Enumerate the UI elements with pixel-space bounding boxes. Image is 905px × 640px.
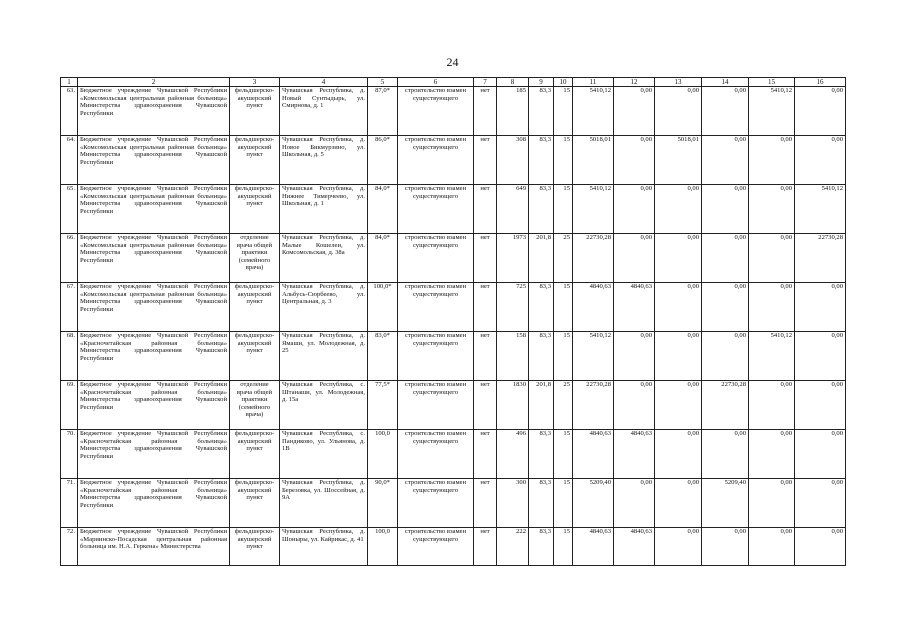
column-number-cell: 9 <box>529 78 554 87</box>
total-cost: 4840,63 <box>573 430 614 479</box>
page-number: 24 <box>446 55 459 69</box>
staff-value: 25 <box>554 234 573 283</box>
population-served: 1830 <box>497 381 529 430</box>
staff-value: 15 <box>554 332 573 381</box>
row-number: 64. <box>61 136 78 185</box>
staff-value: 15 <box>554 87 573 136</box>
cost-year-5: 0,00 <box>795 332 846 381</box>
column-number-cell: 4 <box>280 78 368 87</box>
column-number-cell: 16 <box>795 78 846 87</box>
staff-value: 15 <box>554 185 573 234</box>
cost-year-4: 0,00 <box>749 283 795 332</box>
facility-type: фельдшерско-акушерский пункт <box>230 185 280 234</box>
column-number-cell: 12 <box>614 78 655 87</box>
facility-type: отделение врача общей практики (семейного врача) <box>230 234 280 283</box>
staff-value: 15 <box>554 430 573 479</box>
organization-name: Бюджетное учреждение Чувашской Республики «Красночетайская районная больница» Министерства здравоохранения Чувашской Республики <box>78 479 230 528</box>
facility-address: Чувашская Республика, д. Ямаши, ул. Молодежная, д. 25 <box>280 332 368 381</box>
facility-address: Чувашская Республика, д. Новое Бикмурзино, ул. Школьная, д. 5 <box>280 136 368 185</box>
cost-year-2: 0,00 <box>655 283 702 332</box>
organization-name: Бюджетное учреждение Чувашской Республики «Комсомольская центральная районная больница» Министерства здравоохранения Чувашской Республики <box>78 136 230 185</box>
column-number-cell: 13 <box>655 78 702 87</box>
area-value: 201,8 <box>529 234 554 283</box>
table-row <box>61 234 846 283</box>
population-served: 649 <box>497 185 529 234</box>
column-number-cell: 6 <box>398 78 474 87</box>
cost-year-5: 0,00 <box>795 430 846 479</box>
cost-year-2: 5018,01 <box>655 136 702 185</box>
cost-year-1: 4840,63 <box>614 528 655 566</box>
flag-value: нет <box>474 234 497 283</box>
table-row <box>61 528 846 566</box>
cost-year-1: 0,00 <box>614 136 655 185</box>
total-cost: 5209,40 <box>573 479 614 528</box>
organization-name: Бюджетное учреждение Чувашской Республики «Красночетайская районная больница» Министерства здравоохранения Чувашской Республики <box>78 381 230 430</box>
column-number-cell: 1 <box>61 78 78 87</box>
cost-year-1: 0,00 <box>614 381 655 430</box>
area-value: 83,3 <box>529 332 554 381</box>
cost-year-2: 0,00 <box>655 234 702 283</box>
facility-type: фельдшерско-акушерский пункт <box>230 430 280 479</box>
cost-year-1: 4840,63 <box>614 283 655 332</box>
total-cost: 5018,01 <box>573 136 614 185</box>
total-cost: 22730,28 <box>573 381 614 430</box>
population-served: 185 <box>497 87 529 136</box>
cost-year-3: 0,00 <box>702 234 749 283</box>
cost-year-2: 0,00 <box>655 185 702 234</box>
cost-year-4: 0,00 <box>749 136 795 185</box>
area-value: 83,3 <box>529 430 554 479</box>
cost-year-1: 0,00 <box>614 332 655 381</box>
cost-year-4: 0,00 <box>749 381 795 430</box>
planned-action: строительство взамен существующего <box>398 430 474 479</box>
cost-year-3: 0,00 <box>702 136 749 185</box>
flag-value: нет <box>474 332 497 381</box>
flag-value: нет <box>474 136 497 185</box>
cost-year-4: 0,00 <box>749 430 795 479</box>
facility-address: Чувашская Республика, д. Малые Кошелеи, ул. Комсомольская, д. 38а <box>280 234 368 283</box>
population-served: 725 <box>497 283 529 332</box>
facility-address: Чувашская Республика, с. Пандиково, ул. Ульянова, д. 1В <box>280 430 368 479</box>
facility-address: Чувашская Республика, д. Альбусь-Сюрбеево, ул. Центральная, д. 3 <box>280 283 368 332</box>
population-served: 300 <box>497 479 529 528</box>
area-value: 83,3 <box>529 479 554 528</box>
column-number-cell: 15 <box>749 78 795 87</box>
staff-value: 15 <box>554 479 573 528</box>
staff-value: 15 <box>554 283 573 332</box>
cost-year-3: 0,00 <box>702 283 749 332</box>
facility-address: Чувашская Республика, с. Штанаши, ул. Молодежная, д. 15а <box>280 381 368 430</box>
flag-value: нет <box>474 87 497 136</box>
cost-year-3: 0,00 <box>702 528 749 566</box>
total-cost: 4840,63 <box>573 528 614 566</box>
planned-action: строительство взамен существующего <box>398 479 474 528</box>
area-value: 83,3 <box>529 136 554 185</box>
row-number: 69. <box>61 381 78 430</box>
cost-year-5: 0,00 <box>795 479 846 528</box>
organization-name: Бюджетное учреждение Чувашской Республики «Комсомольская центральная районная больница» Министерства здравоохранения Чувашской Республики <box>78 283 230 332</box>
table-body <box>61 78 846 566</box>
cost-year-3: 5209,40 <box>702 479 749 528</box>
staff-value: 15 <box>554 136 573 185</box>
row-number: 63. <box>61 87 78 136</box>
row-number: 70. <box>61 430 78 479</box>
facility-type: отделение врача общей практики (семейного врача) <box>230 381 280 430</box>
population-served: 158 <box>497 332 529 381</box>
planned-action: строительство взамен существующего <box>398 234 474 283</box>
cost-year-5: 5410,12 <box>795 185 846 234</box>
population-served: 1973 <box>497 234 529 283</box>
cost-year-4: 5410,12 <box>749 332 795 381</box>
cost-year-5: 0,00 <box>795 283 846 332</box>
cost-year-4: 0,00 <box>749 479 795 528</box>
cost-year-3: 22730,28 <box>702 381 749 430</box>
total-cost: 5410,12 <box>573 185 614 234</box>
row-number: 65. <box>61 185 78 234</box>
table-row <box>61 430 846 479</box>
cost-year-4: 0,00 <box>749 528 795 566</box>
cost-year-1: 0,00 <box>614 185 655 234</box>
cost-year-5: 0,00 <box>795 87 846 136</box>
cost-year-2: 0,00 <box>655 430 702 479</box>
row-number: 66. <box>61 234 78 283</box>
organization-name: Бюджетное учреждение Чувашской Республики «Комсомольская центральная районная больница» Министерства здравоохранения Чувашской Республики <box>78 87 230 136</box>
wear-percent: 84,0* <box>368 234 398 283</box>
facility-type: фельдшерско-акушерский пункт <box>230 528 280 566</box>
cost-year-5: 0,00 <box>795 136 846 185</box>
facility-address: Чувашская Республика, д. Березовка, ул. Шоссейная, д. 9А <box>280 479 368 528</box>
column-number-cell: 11 <box>573 78 614 87</box>
cost-year-5: 0,00 <box>795 528 846 566</box>
row-number: 67. <box>61 283 78 332</box>
column-number-cell: 5 <box>368 78 398 87</box>
wear-percent: 87,0* <box>368 87 398 136</box>
facility-type: фельдшерско-акушерский пункт <box>230 136 280 185</box>
staff-value: 15 <box>554 528 573 566</box>
cost-year-2: 0,00 <box>655 87 702 136</box>
table-row <box>61 185 846 234</box>
wear-percent: 86,0* <box>368 136 398 185</box>
cost-year-3: 0,00 <box>702 430 749 479</box>
row-number: 71. <box>61 479 78 528</box>
column-number-cell: 10 <box>554 78 573 87</box>
cost-year-1: 0,00 <box>614 479 655 528</box>
table-row <box>61 87 846 136</box>
area-value: 83,3 <box>529 283 554 332</box>
wear-percent: 77,5* <box>368 381 398 430</box>
wear-percent: 100,0* <box>368 283 398 332</box>
cost-year-2: 0,00 <box>655 528 702 566</box>
facility-address: Чувашская Республика, д. Шоныры, ул. Кайрикас, д. 41 <box>280 528 368 566</box>
wear-percent: 90,0* <box>368 479 398 528</box>
area-value: 83,3 <box>529 87 554 136</box>
planned-action: строительство взамен существующего <box>398 185 474 234</box>
column-number-cell: 3 <box>230 78 280 87</box>
cost-year-4: 0,00 <box>749 234 795 283</box>
column-number-cell: 8 <box>497 78 529 87</box>
organization-name: Бюджетное учреждение Чувашской Республики «Комсомольская центральная районная больница» Министерства здравоохранения Чувашской Республики <box>78 234 230 283</box>
flag-value: нет <box>474 479 497 528</box>
column-number-cell: 2 <box>78 78 230 87</box>
planned-action: строительство взамен существующего <box>398 87 474 136</box>
row-number: 72. <box>61 528 78 566</box>
flag-value: нет <box>474 381 497 430</box>
flag-value: нет <box>474 185 497 234</box>
cost-year-1: 4840,63 <box>614 430 655 479</box>
population-served: 222 <box>497 528 529 566</box>
wear-percent: 100,0 <box>368 430 398 479</box>
cost-year-4: 0,00 <box>749 185 795 234</box>
cost-year-1: 0,00 <box>614 87 655 136</box>
column-number-row <box>61 78 846 87</box>
facility-type: фельдшерско-акушерский пункт <box>230 332 280 381</box>
facility-table <box>60 77 846 566</box>
wear-percent: 84,0* <box>368 185 398 234</box>
facility-address: Чувашская Республика, д. Новый Сунтыдырь, ул. Смирнова, д. 1 <box>280 87 368 136</box>
planned-action: строительство взамен существующего <box>398 136 474 185</box>
column-number-cell: 7 <box>474 78 497 87</box>
cost-year-4: 5410,12 <box>749 87 795 136</box>
cost-year-3: 0,00 <box>702 332 749 381</box>
population-served: 308 <box>497 136 529 185</box>
table-row <box>61 381 846 430</box>
cost-year-3: 0,00 <box>702 87 749 136</box>
flag-value: нет <box>474 283 497 332</box>
planned-action: строительство взамен существующего <box>398 332 474 381</box>
cost-year-1: 0,00 <box>614 234 655 283</box>
planned-action: строительство взамен существующего <box>398 528 474 566</box>
flag-value: нет <box>474 528 497 566</box>
organization-name: Бюджетное учреждение Чувашской Республики «Комсомольская центральная районная больница» Министерства здравоохранения Чувашской Республики <box>78 185 230 234</box>
total-cost: 4840,63 <box>573 283 614 332</box>
table-row <box>61 479 846 528</box>
facility-type: фельдшерско-акушерский пункт <box>230 87 280 136</box>
total-cost: 22730,28 <box>573 234 614 283</box>
area-value: 83,3 <box>529 185 554 234</box>
planned-action: строительство взамен существующего <box>398 283 474 332</box>
planned-action: строительство взамен существующего <box>398 381 474 430</box>
total-cost: 5410,12 <box>573 332 614 381</box>
organization-name: Бюджетное учреждение Чувашской Республики «Красночетайская районная больница» Министерства здравоохранения Чувашской Республики <box>78 332 230 381</box>
row-number: 68. <box>61 332 78 381</box>
total-cost: 5410,12 <box>573 87 614 136</box>
flag-value: нет <box>474 430 497 479</box>
cost-year-3: 0,00 <box>702 185 749 234</box>
population-served: 496 <box>497 430 529 479</box>
wear-percent: 83,0* <box>368 332 398 381</box>
wear-percent: 100,0 <box>368 528 398 566</box>
facility-type: фельдшерско-акушерский пункт <box>230 479 280 528</box>
cost-year-2: 0,00 <box>655 479 702 528</box>
table-row <box>61 136 846 185</box>
facility-type: фельдшерско-акушерский пункт <box>230 283 280 332</box>
area-value: 201,8 <box>529 381 554 430</box>
facility-address: Чувашская Республика, д. Нижнее Тимерчеево, ул. Школьная, д. 1 <box>280 185 368 234</box>
column-number-cell: 14 <box>702 78 749 87</box>
cost-year-5: 0,00 <box>795 381 846 430</box>
area-value: 83,3 <box>529 528 554 566</box>
organization-name: Бюджетное учреждение Чувашской Республики «Красночетайская районная больница» Министерства здравоохранения Чувашской Республики <box>78 430 230 479</box>
cost-year-2: 0,00 <box>655 381 702 430</box>
table-row <box>61 332 846 381</box>
cost-year-2: 0,00 <box>655 332 702 381</box>
staff-value: 25 <box>554 381 573 430</box>
cost-year-5: 22730,28 <box>795 234 846 283</box>
organization-name: Бюджетное учреждение Чувашской Республики «Мариинско-Посадская центральная районная больница им. Н.А. Геркена» Министерства <box>78 528 230 566</box>
table-row <box>61 283 846 332</box>
